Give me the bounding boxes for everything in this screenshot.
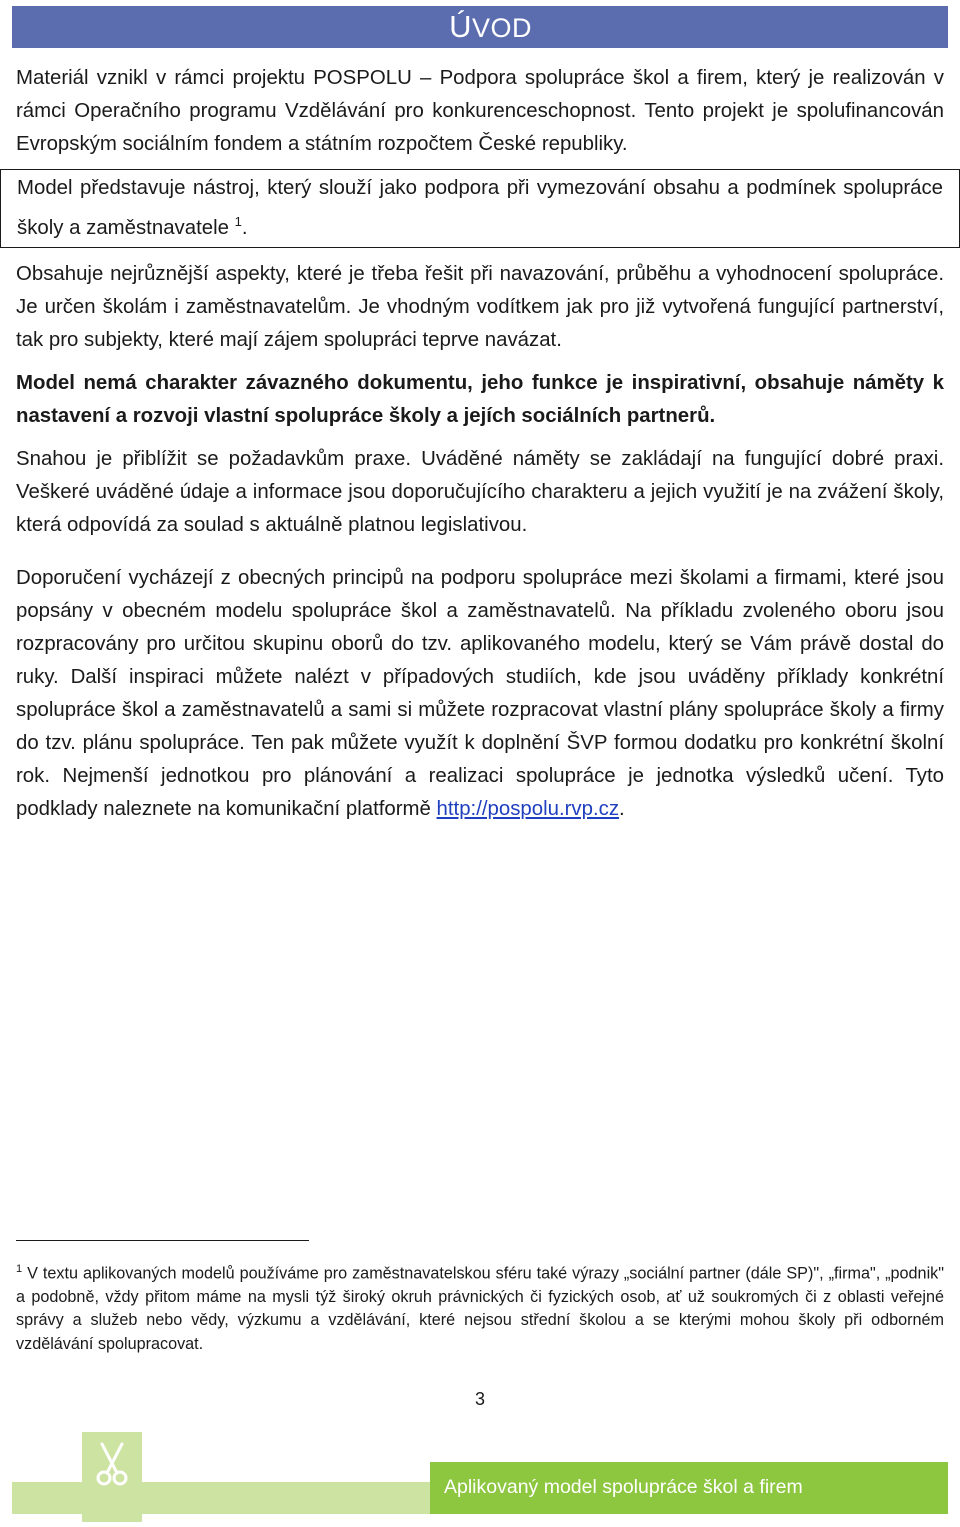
paragraph-intro: Materiál vznikl v rámci projektu POSPOLU – Podpora spolupráce škol a firem, který je realizován v rámci Operačního programu Vzdělávání pro konkurenceschopnost. Tento projekt je spolufinancován Evropským sociálním fondem a státním rozpočtem České republiky. (16, 67, 944, 155)
footnote-divider (16, 1240, 309, 1241)
paragraph-recommendations-text: Doporučení vycházejí z obecných principů na podporu spolupráce mezi školami a firmami, které jsou popsány v obecném modelu spolupráce škol a zaměstnavatelů. Na příkladu zvoleného oboru jsou rozpracovány pro určitou skupinu oborů do tzv. aplikovaného modelu, který se Vám právě dostal do ruky. Další inspiraci můžete nalézt v případových studiích, kde jsou uváděny příklady konkrétní spolupráce škol a zaměstnavatelů a sami si můžete rozpracovat vlastní plány spolupráce školy a firmy do tzv. plánu spolupráce. Ten pak můžete využít k doplnění ŠVP formou dodatku pro konkrétní školní rok. Nejmenší jednotkou pro plánování a realizaci spolupráce je jednotka výsledků učení. Tyto podklady naleznete na komunikační platformě (16, 566, 944, 820)
scissors-icon (86, 1438, 138, 1490)
footnote (16, 1258, 944, 1356)
footnote-number: 1 (16, 1263, 23, 1275)
paragraph-aspects: Obsahuje nejrůznější aspekty, které je třeba řešit při navazování, průběhu a vyhodnocení spolupráce. Je určen školám i zaměstnavatelům. Je vhodným vodítkem jak pro již vytvořená fungující partnerství, tak pro subjekty, které mají zájem spolupráci teprve navázat. (16, 262, 944, 351)
paragraph-practice: Snahou je přiblížit se požadavkům praxe. Uváděné náměty se zakládají na fungující dobré praxi. Veškeré uváděné údaje a informace jsou doporučujícího charakteru a jejich využití je na zvážení školy, která odpovídá za soulad s aktuálně platnou legislativou. (16, 447, 944, 536)
paragraph-model: Model představuje nástroj, který slouží jako podpora při vymezování obsahu a podmínek spolupráce školy a zaměstnavatele (17, 177, 943, 239)
paragraph-recommendations-end: . (619, 797, 625, 820)
paragraph-model-text (17, 172, 943, 245)
paragraph-recommendations (16, 562, 944, 826)
page-title (449, 6, 532, 49)
paragraph-bold: Model nemá charakter závazného dokumentu, jeho funkce je inspirativní, obsahuje náměty k nastavení a rozvoji vlastní spolupráce školy a jejích sociálních partnerů. (16, 371, 944, 427)
page-number: 3 (474, 1389, 485, 1409)
footnote-ref: 1 (234, 214, 242, 229)
page-title-rest: VOD (471, 13, 532, 43)
boxed-paragraph (0, 169, 960, 248)
main-content (16, 62, 944, 836)
page-title-initial: Ú (449, 9, 472, 44)
footer-banner-text: Aplikovaný model spolupráce škol a firem (444, 1476, 803, 1498)
footnote-text: V textu aplikovaných modelů používáme pro zaměstnavatelskou sféru také výrazy „sociální partner (dále SP)", „firma", „podnik" a podobně, vždy přitom máme na mysli týž široký okruh právnických či fyzických osob, ať už soukromých či z oblasti veřejné správy a služeb nebo vědy, výzkumu a vzdělávání, které nejsou střední školou a se kterými mohou školy při odborném vzdělávání spolupracovat. (16, 1264, 944, 1353)
paragraph-model-end: . (241, 216, 248, 239)
pospolu-link[interactable]: http://pospolu.rvp.cz (436, 797, 620, 820)
